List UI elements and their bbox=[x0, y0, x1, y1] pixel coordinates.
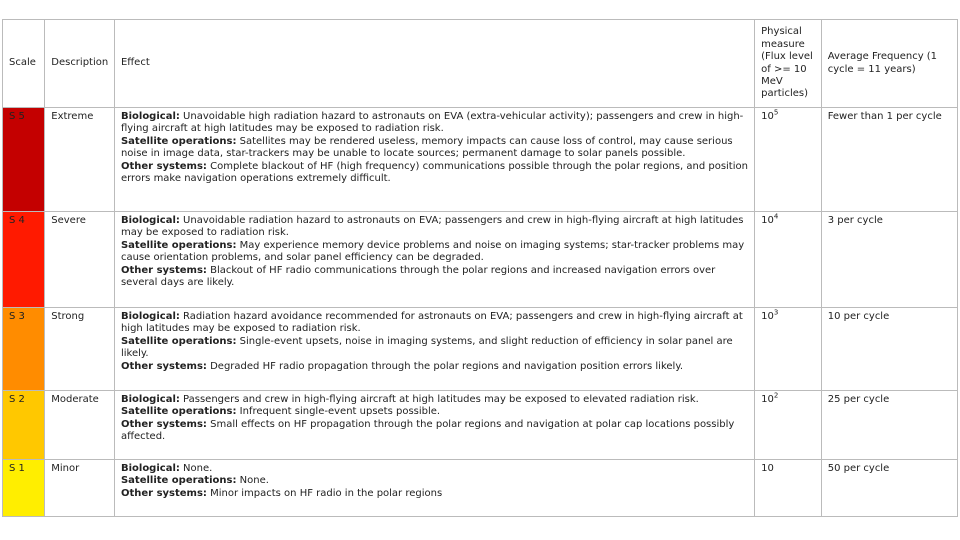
satellite-label: Satellite operations: bbox=[120, 406, 237, 418]
flux-cell bbox=[755, 212, 822, 308]
table-row bbox=[3, 308, 958, 391]
satellite-text: Infrequent single-event upsets possible. bbox=[236, 406, 441, 418]
satellite-effect bbox=[121, 336, 748, 361]
flux-exponent: 2 bbox=[773, 391, 779, 400]
biological-label: Biological: bbox=[120, 111, 180, 122]
flux-base: 10 bbox=[761, 215, 774, 226]
flux-exponent: 4 bbox=[773, 212, 779, 221]
flux-base: 10 bbox=[761, 394, 774, 405]
scale-cell: S 2 bbox=[3, 391, 45, 460]
satellite-label: Satellite operations: bbox=[120, 335, 237, 347]
biological-effect bbox=[121, 215, 748, 240]
biological-effect bbox=[121, 311, 748, 336]
other-systems-effect bbox=[121, 161, 748, 186]
flux-cell bbox=[755, 391, 822, 460]
satellite-label: Satellite operations: bbox=[120, 135, 237, 147]
biological-label: Biological: bbox=[120, 394, 180, 405]
frequency-cell: 50 per cycle bbox=[821, 460, 957, 517]
other-systems-text: Minor impacts on HF radio in the polar regions bbox=[206, 487, 443, 499]
biological-label: Biological: bbox=[120, 311, 180, 322]
flux-cell bbox=[755, 308, 822, 391]
header-scale: Scale bbox=[3, 20, 45, 108]
scale-cell: S 3 bbox=[3, 308, 45, 391]
satellite-effect bbox=[121, 406, 748, 418]
effect-cell bbox=[114, 308, 754, 391]
other-systems-text: Small effects on HF propagation through the polar regions and navigation at polar cap locations possibly affected. bbox=[120, 418, 735, 443]
effect-cell bbox=[114, 108, 754, 212]
effect-cell bbox=[114, 212, 754, 308]
header-effect: Effect bbox=[114, 20, 754, 108]
flux-exponent: 5 bbox=[773, 108, 779, 117]
biological-text: Unavoidable high radiation hazard to astronauts on EVA (extra-vehicular activity); passengers and crew in high-flying aircraft at high latitudes may be exposed to radiation risk. bbox=[120, 111, 744, 135]
header-physical-measure: Physical measure (Flux level of >= 10 MeV particles) bbox=[755, 20, 822, 108]
table-row bbox=[3, 108, 958, 212]
description-cell: Strong bbox=[45, 308, 115, 391]
satellite-effect bbox=[121, 475, 748, 487]
biological-text: Unavoidable radiation hazard to astronauts on EVA; passengers and crew in high-flying aircraft at high latitudes may be exposed to radiation risk. bbox=[120, 215, 744, 239]
other-systems-label: Other systems: bbox=[120, 418, 207, 430]
radiation-storm-scale-table bbox=[2, 19, 958, 517]
other-systems-effect bbox=[121, 361, 748, 373]
biological-effect bbox=[121, 463, 748, 475]
biological-text: Radiation hazard avoidance recommended for astronauts on EVA; passengers and crew in high-flying aircraft at high latitudes may be exposed to radiation risk. bbox=[120, 311, 743, 335]
effect-cell bbox=[114, 391, 754, 460]
table-row bbox=[3, 460, 958, 517]
satellite-label: Satellite operations: bbox=[120, 475, 237, 487]
description-cell: Moderate bbox=[45, 391, 115, 460]
description-cell: Minor bbox=[45, 460, 115, 517]
other-systems-label: Other systems: bbox=[120, 160, 207, 172]
scale-cell: S 4 bbox=[3, 212, 45, 308]
header-description: Description bbox=[45, 20, 115, 108]
satellite-label: Satellite operations: bbox=[120, 239, 237, 251]
other-systems-effect bbox=[121, 265, 748, 290]
other-systems-text: Complete blackout of HF (high frequency) communications possible through the polar regions, and position errors make navigation operations extremely difficult. bbox=[120, 160, 748, 185]
frequency-cell: Fewer than 1 per cycle bbox=[821, 108, 957, 212]
radiation-storm-scale-table-container bbox=[2, 19, 958, 522]
frequency-cell: 25 per cycle bbox=[821, 391, 957, 460]
other-systems-text: Degraded HF radio propagation through the polar regions and navigation position errors likely. bbox=[206, 360, 684, 372]
other-systems-text: Blackout of HF radio communications through the polar regions and increased navigation errors over several days are likely. bbox=[120, 264, 716, 289]
table-body bbox=[3, 108, 958, 517]
flux-base: 10 bbox=[761, 111, 774, 122]
flux-base: 10 bbox=[761, 311, 774, 322]
other-systems-label: Other systems: bbox=[120, 360, 207, 372]
satellite-effect bbox=[121, 136, 748, 161]
other-systems-label: Other systems: bbox=[120, 264, 207, 276]
satellite-text: None. bbox=[236, 475, 269, 487]
satellite-text: Satellites may be rendered useless, memory impacts can cause loss of control, may cause serious noise in image data, star-trackers may be unable to locate sources; permanent damage to solar panels possible. bbox=[120, 135, 733, 160]
table-row bbox=[3, 212, 958, 308]
other-systems-effect bbox=[121, 488, 748, 500]
other-systems-effect bbox=[121, 419, 748, 444]
header-average-frequency: Average Frequency (1 cycle = 11 years) bbox=[821, 20, 957, 108]
flux-cell bbox=[755, 460, 822, 517]
scale-cell: S 1 bbox=[3, 460, 45, 517]
satellite-text: Single-event upsets, noise in imaging systems, and slight reduction of efficiency in solar panel are likely. bbox=[120, 335, 733, 360]
biological-label: Biological: bbox=[120, 215, 180, 226]
other-systems-label: Other systems: bbox=[120, 487, 207, 499]
flux-cell bbox=[755, 108, 822, 212]
frequency-cell: 10 per cycle bbox=[821, 308, 957, 391]
table-row bbox=[3, 391, 958, 460]
biological-label: Biological: bbox=[120, 463, 180, 474]
description-cell: Severe bbox=[45, 212, 115, 308]
biological-text: None. bbox=[179, 463, 213, 474]
biological-effect bbox=[121, 111, 748, 136]
biological-text: Passengers and crew in high-flying aircraft at high latitudes may be exposed to elevated radiation risk. bbox=[179, 394, 699, 405]
effect-cell bbox=[114, 460, 754, 517]
frequency-cell: 3 per cycle bbox=[821, 212, 957, 308]
biological-effect bbox=[121, 394, 748, 406]
table-header-row bbox=[3, 20, 958, 108]
scale-cell: S 5 bbox=[3, 108, 45, 212]
flux-exponent: 3 bbox=[773, 308, 779, 317]
description-cell: Extreme bbox=[45, 108, 115, 212]
satellite-text: May experience memory device problems and noise on imaging systems; star-tracker problems may cause orientation problems, and solar panel efficiency can be degraded. bbox=[120, 239, 745, 264]
satellite-effect bbox=[121, 240, 748, 265]
flux-base: 10 bbox=[761, 463, 774, 474]
